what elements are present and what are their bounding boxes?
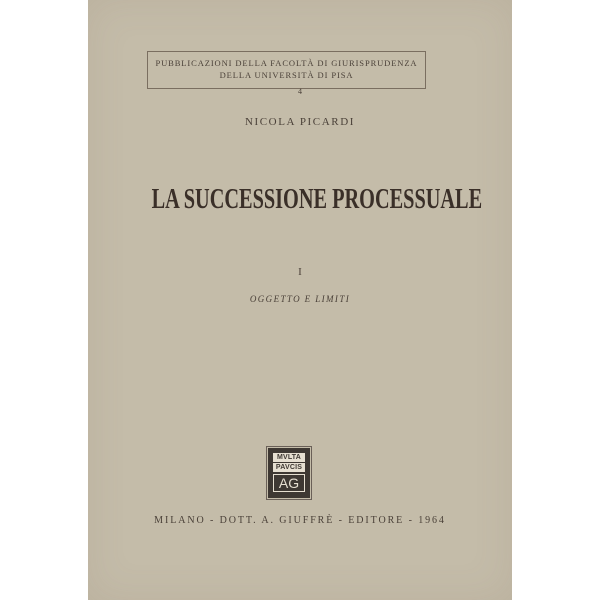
volume-number: I	[298, 266, 302, 278]
series-line-1: PUBBLICAZIONI DELLA FACOLTÀ DI GIURISPRUDENZA	[155, 58, 418, 68]
series-number: 4	[298, 87, 302, 96]
series-line-2: DELLA UNIVERSITÀ DI PISA	[219, 70, 354, 80]
logo-monogram: AG	[273, 474, 305, 492]
author-name: NICOLA PICARDI	[244, 116, 356, 128]
book-title: LA SUCCESSIONE PROCESSUALE	[151, 183, 483, 215]
logo-motto-line-2: PAVCIS	[273, 463, 305, 472]
publisher-imprint: MILANO - DOTT. A. GIUFFRÈ - EDITORE - 1964	[154, 515, 446, 526]
publisher-logo	[268, 448, 310, 498]
series-box	[147, 51, 426, 89]
book-subtitle: OGGETTO E LIMITI	[249, 294, 351, 304]
title-page	[88, 0, 512, 600]
logo-motto-line-1: MVLTA	[273, 453, 305, 462]
